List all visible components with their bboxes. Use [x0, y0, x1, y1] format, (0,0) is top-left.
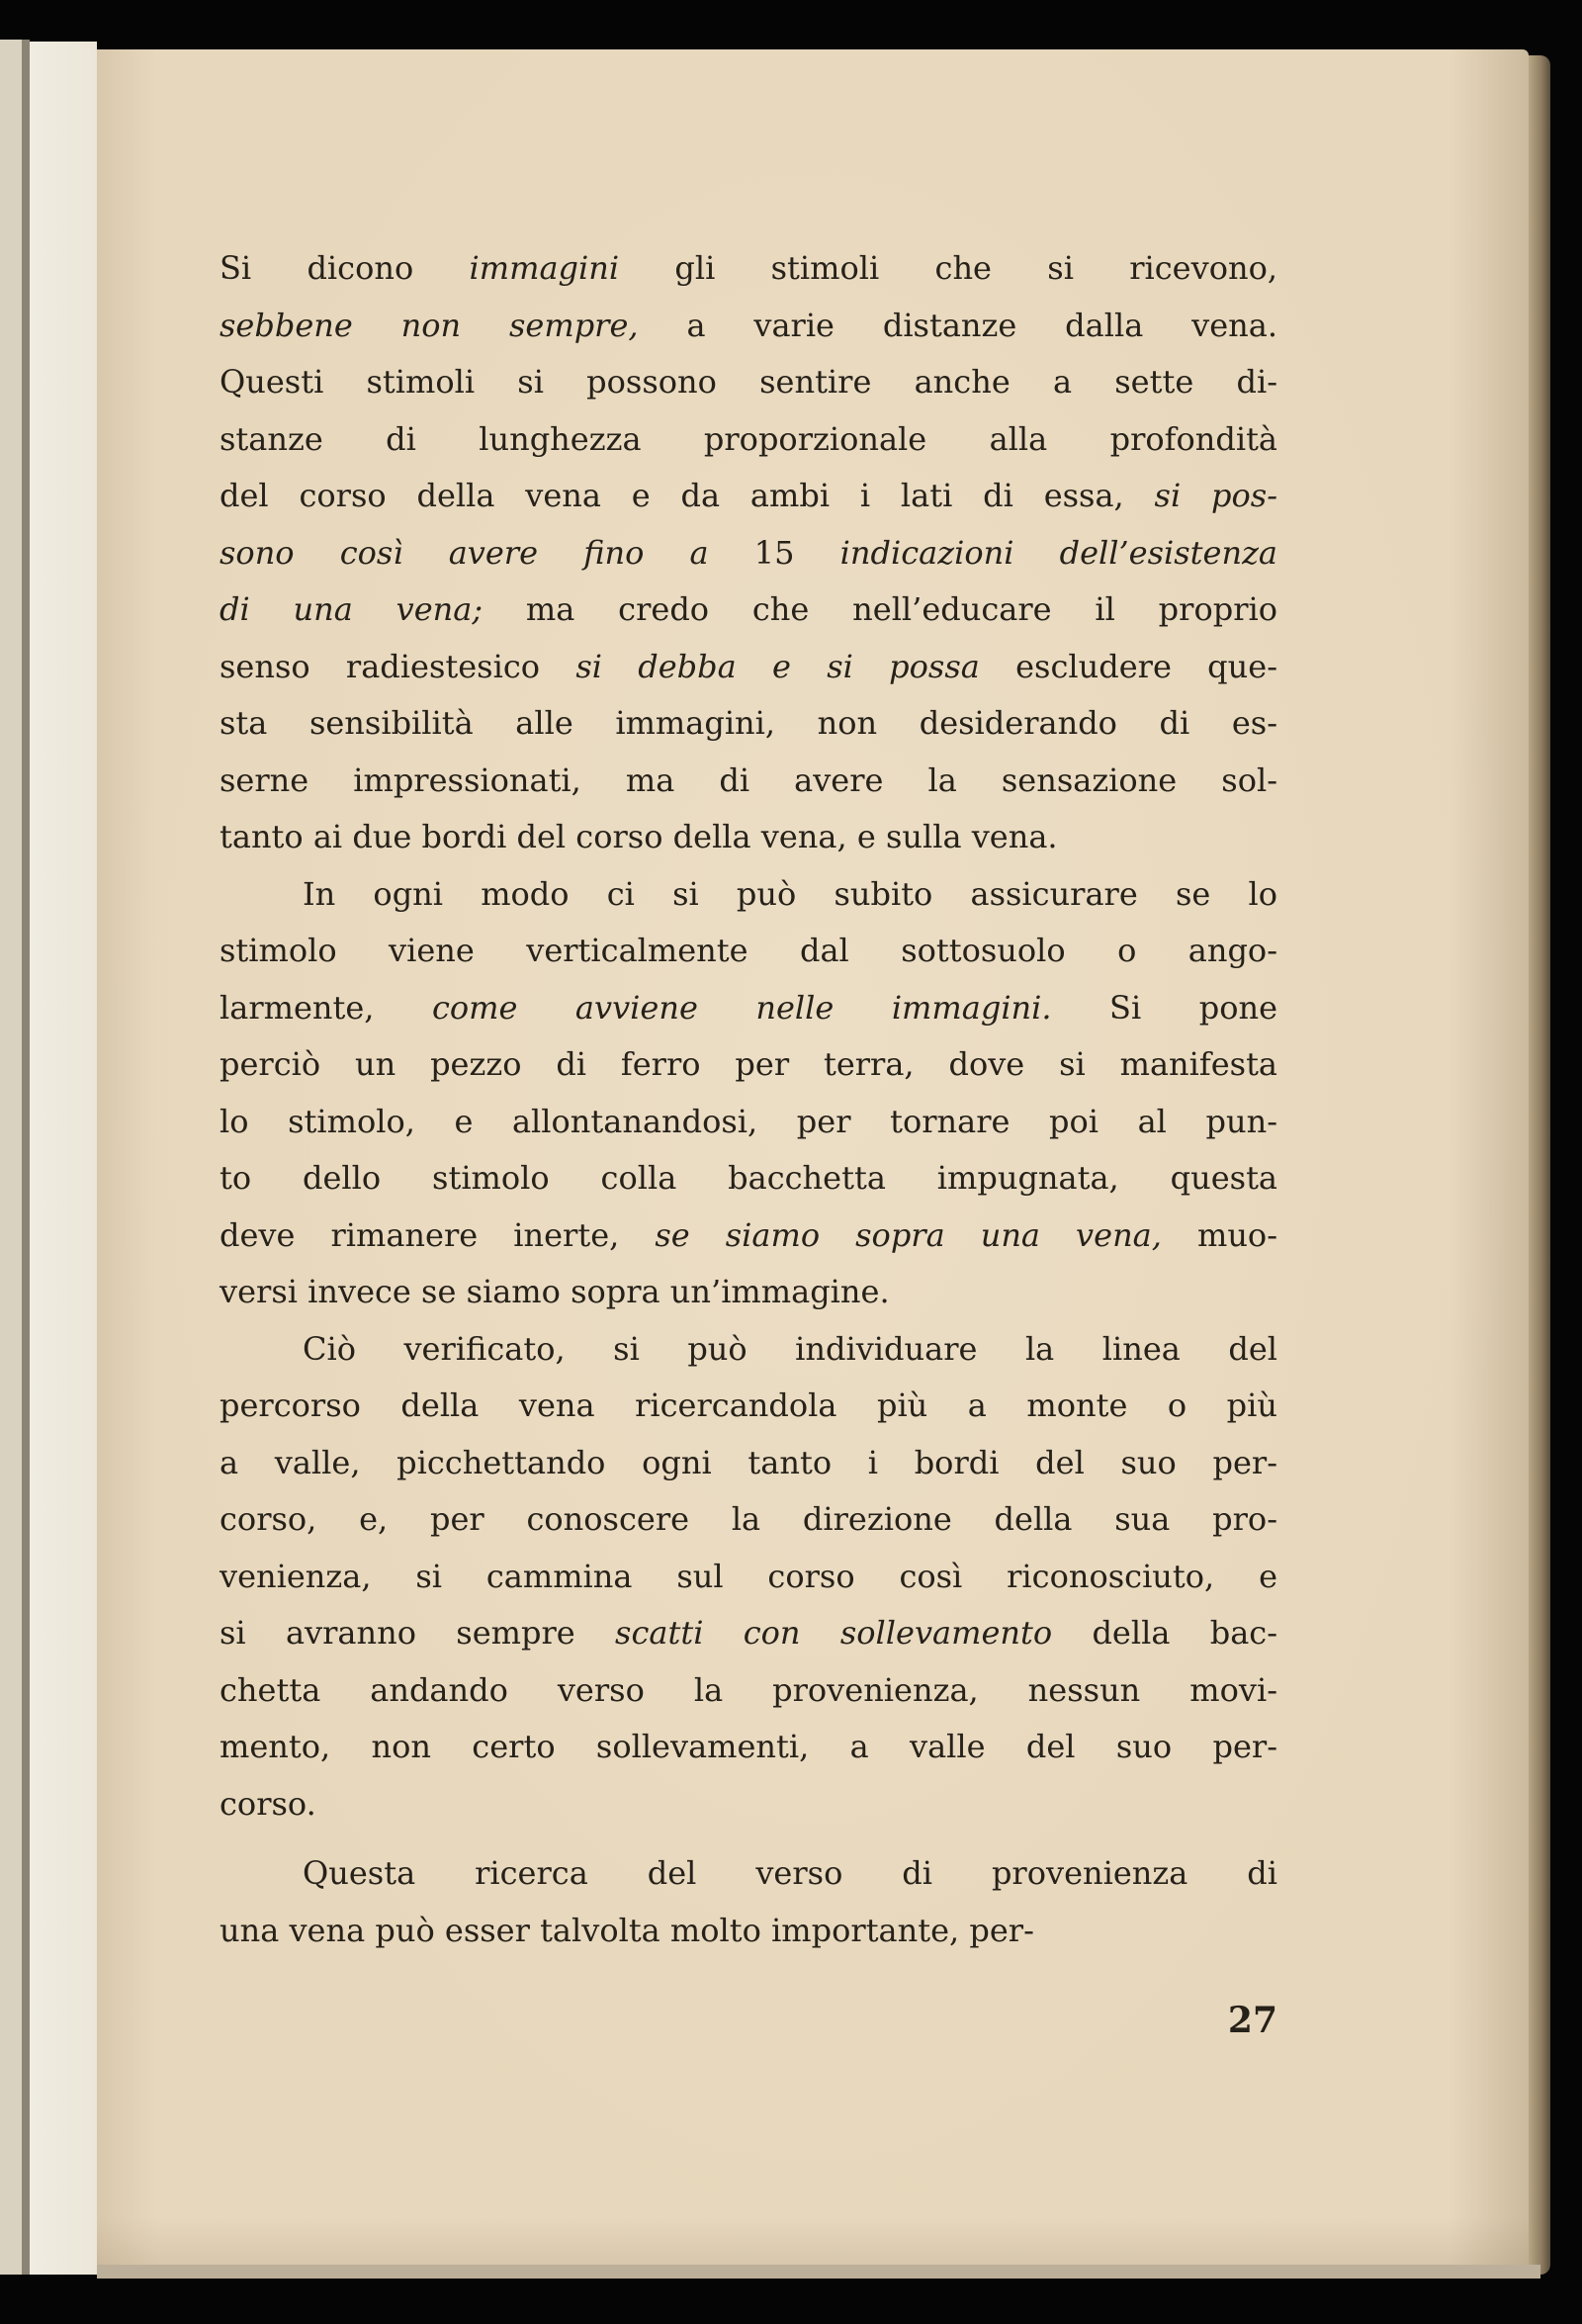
- text-line: sta sensibilità alle immagini, non desiderando di es-: [220, 704, 1277, 742]
- text-line: corso.: [220, 1784, 316, 1823]
- text-line: sebbene non sempre, a varie distanze dalla vena.: [220, 306, 1278, 344]
- text-line: lo stimolo, e allontanandosi, per tornare poi al pun-: [220, 1102, 1277, 1140]
- text-line: perciò un pezzo di ferro per terra, dove si manifesta: [220, 1045, 1277, 1083]
- text-line: serne impressionati, ma di avere la sensazione sol-: [220, 760, 1277, 799]
- text-line: stimolo viene verticalmente dal sottosuolo o ango-: [220, 932, 1277, 969]
- text-line: di una vena; ma credo che nell’educare il proprio: [220, 590, 1278, 628]
- text-line: Questa ricerca del verso di provenienza di: [303, 1854, 1277, 1892]
- left-leaf: [30, 42, 97, 2275]
- text-line: corso, e, per conoscere la direzione della sua pro-: [220, 1500, 1277, 1538]
- page-stack-edge: [1529, 55, 1550, 2275]
- text-line: In ogni modo ci si può subito assicurare se lo: [303, 874, 1277, 913]
- text-line: stanze di lunghezza proporzionale alla profondità: [220, 419, 1277, 458]
- text-line: del corso della vena e da ambi i lati di essa, si pos-: [220, 477, 1278, 514]
- body-text: [220, 240, 1277, 1959]
- text-line: sono così avere fino a 15 indicazioni dell’esistenza: [220, 533, 1278, 572]
- text-line: Ciò verificato, si può individuare la linea del: [303, 1329, 1277, 1368]
- text-line: si avranno sempre scatti con sollevamento della bac-: [220, 1614, 1278, 1652]
- text-line: mento, non certo sollevamenti, a valle del suo per-: [220, 1728, 1277, 1765]
- page-number: 27: [1227, 2000, 1277, 2041]
- gutter-shadow: [22, 40, 30, 2275]
- text-line: versi invece se siamo sopra un’immagine.: [220, 1273, 890, 1310]
- left-page-edge: [0, 40, 22, 2275]
- text-line: a valle, picchettando ogni tanto i bordi del suo per-: [220, 1443, 1277, 1481]
- text-line: to dello stimolo colla bacchetta impugnata, questa: [220, 1159, 1277, 1197]
- text-line: venienza, si cammina sul corso così riconosciuto, e: [220, 1557, 1277, 1595]
- text-line: una vena può esser talvolta molto importante, per-: [220, 1911, 1034, 1949]
- bottom-leaf-edge: [97, 2265, 1540, 2279]
- text-line: Si dicono immagini gli stimoli che si ricevono,: [220, 249, 1278, 287]
- text-line: chetta andando verso la provenienza, nessun movi-: [220, 1670, 1277, 1709]
- text-line: tanto ai due bordi del corso della vena, e sulla vena.: [220, 818, 1058, 855]
- text-line: percorso della vena ricercandola più a monte o più: [220, 1386, 1277, 1424]
- text-line: Questi stimoli si possono sentire anche a sette di-: [220, 363, 1277, 401]
- text-line: senso radiestesico si debba e si possa escludere que-: [220, 647, 1278, 685]
- text-line: larmente, come avviene nelle immagini. Si pone: [220, 988, 1278, 1027]
- text-line: deve rimanere inerte, se siamo sopra una vena, muo-: [220, 1215, 1278, 1254]
